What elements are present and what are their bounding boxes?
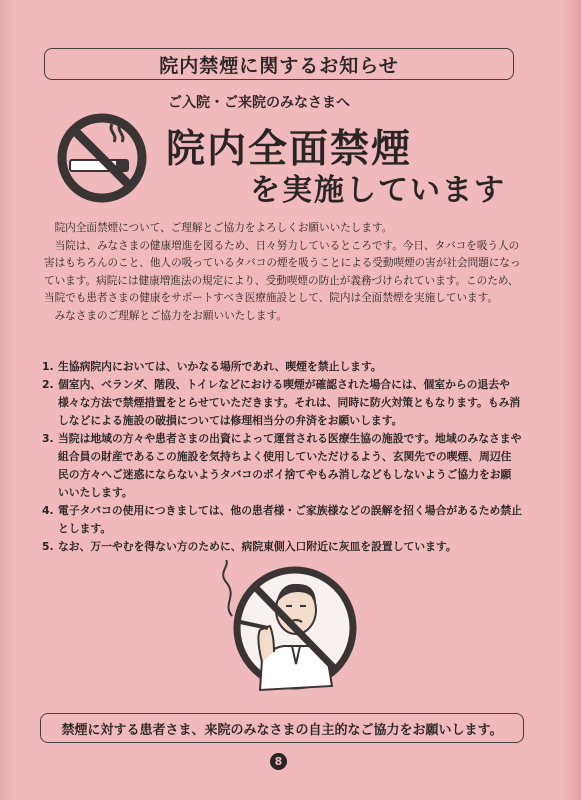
rule-number: 5. — [42, 540, 54, 553]
intro-paragraph: 当院は、みなさまの健康増進を図るため、日々努力しているところです。今日、タバコを吸う人の害はもちろんのこと、他人の吸っているタバコの煙を吸うことによる受動喫煙の害が社会問題になっています。病院には健康増進法の規定により、受動喫煙の防止が義務づけられています。このため、当院でも患者さまの健康をサポートすべき医療施設として、院内は全面禁煙を実施しています。 — [44, 239, 521, 304]
rule-number: 1. — [42, 360, 54, 373]
rule-number: 3. — [42, 432, 54, 445]
rule-text: 電子タバコの使用につきましては、他の患者様・ご家族様などの誤解を招く場合があるため禁止とします。 — [58, 504, 522, 535]
notice-title: 院内禁煙に関するお知らせ — [159, 54, 399, 77]
page-right-edge — [563, 0, 581, 800]
rules-list — [42, 358, 522, 556]
no-smoking-man-illustration — [200, 560, 370, 698]
rule-text: 個室内、ベランダ、階段、トイレなどにおける喫煙が確認された場合には、個室からの退去や様々な方法で禁煙措置をとらせていただきます。それは、同時に防火対策ともなります。もみ消しなどによる施設の破損については修理相当分の弁済をお願いします。 — [58, 378, 521, 427]
footer-text: 禁煙に対する患者さま、来院のみなさまの自主的なご協力をお願いします。 — [61, 722, 503, 738]
rule-item — [42, 430, 522, 502]
rule-text: 当院は地域の方々や患者さまの出資によって運営される医療生協の施設です。地域のみなさまや組合員の財産であるこの施設を気持ちよく使用していただけるよう、玄関先での喫煙、周辺住民の方々へご迷惑にならないようタバコのポイ捨てやもみ消しなどもしないようご協力をお願いいたします。 — [58, 432, 522, 499]
rule-item — [42, 376, 522, 430]
no-smoking-icon — [56, 112, 148, 204]
headline-main: 院内全面禁煙 — [166, 127, 413, 172]
rule-item — [42, 538, 522, 556]
page-number: 8 — [270, 753, 287, 770]
rule-text: なお、万一やむを得ない方のために、病院東側入口附近に灰皿を設置しています。 — [58, 540, 457, 553]
rule-number: 2. — [42, 378, 54, 391]
rule-item — [42, 502, 522, 538]
rule-text: 生協病院内においては、いかなる場所であれ、喫煙を禁止します。 — [58, 360, 382, 373]
intro-paragraph: みなさまのご理解とご協力をお願いいたします。 — [54, 309, 287, 322]
audience-line: ご入院・ご来院のみなさまへ — [168, 95, 350, 111]
intro-text — [44, 220, 522, 325]
notice-title-box — [44, 48, 514, 80]
footer-box — [40, 713, 524, 743]
rule-number: 4. — [42, 504, 54, 517]
headline-sub: を実施しています — [250, 173, 506, 208]
intro-paragraph: 院内全面禁煙について、ご理解とご協力をよろしくお願いいたします。 — [54, 222, 393, 234]
rule-item — [42, 358, 522, 376]
page-left-edge — [0, 0, 14, 800]
